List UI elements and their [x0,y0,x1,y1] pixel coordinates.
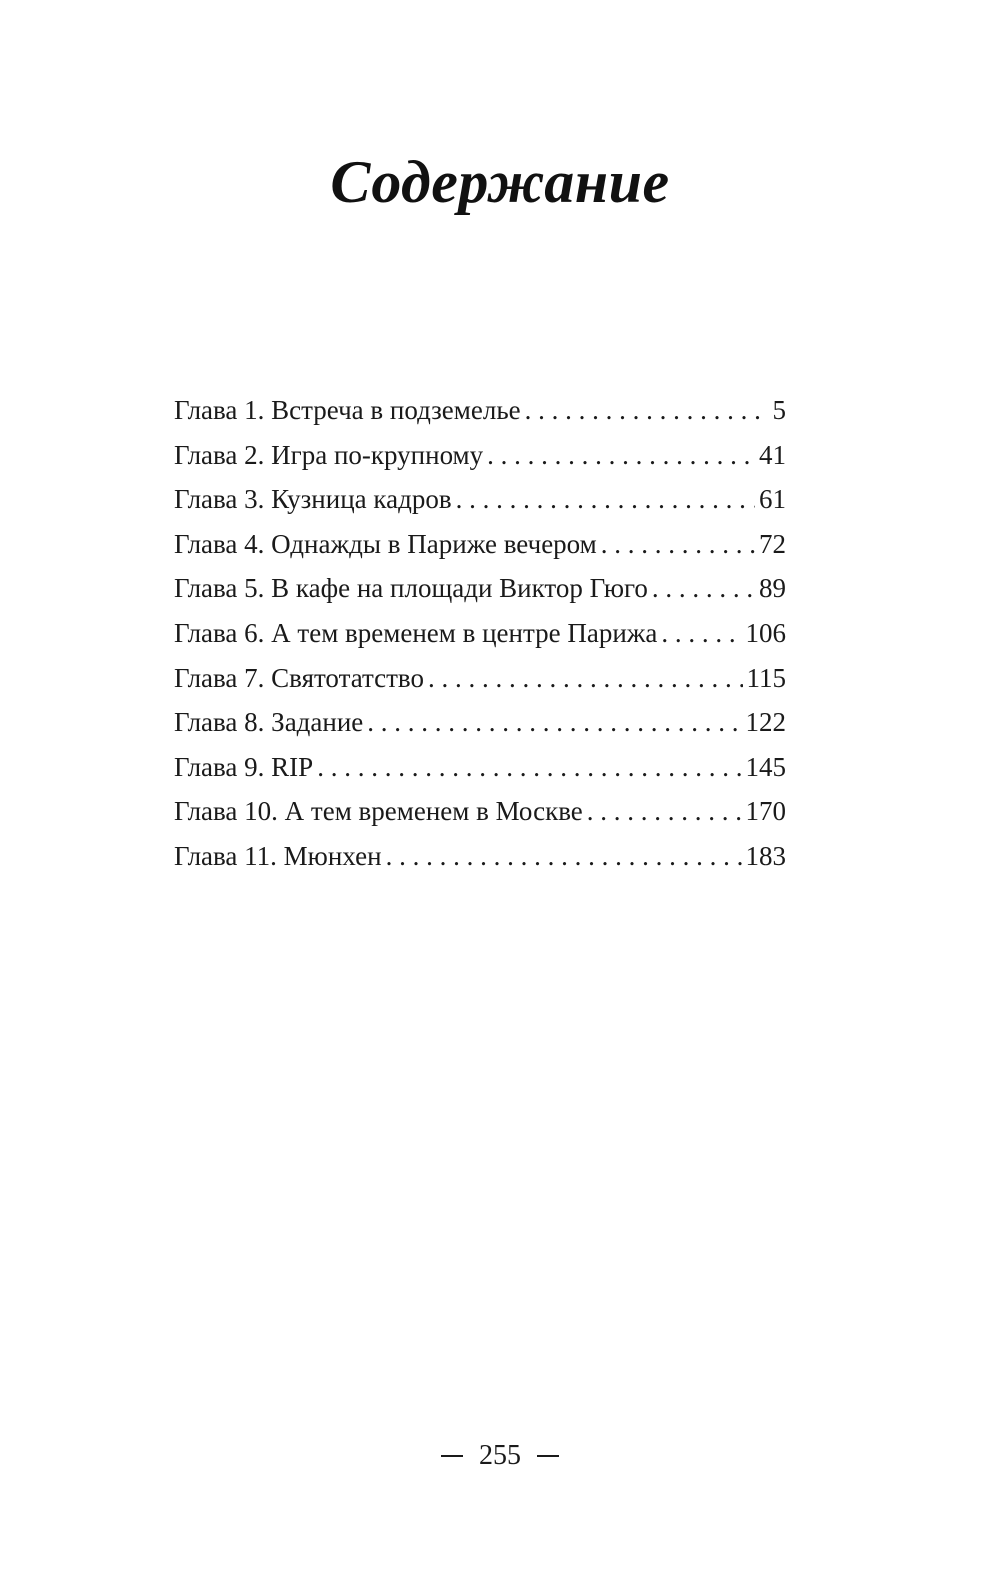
toc-entry [174,745,786,790]
toc-entry-page: 183 [745,840,786,871]
toc-dot-leader [317,745,741,790]
toc-entry [174,611,786,656]
toc-entry-page: 72 [759,528,786,559]
toc-entry [174,789,786,834]
toc-entry-page: 145 [745,751,786,782]
toc-entry-title: Глава 5. В кафе на площади Виктор Гюго [174,573,648,604]
toc-entry [174,566,786,611]
toc-entry [174,700,786,745]
toc-entry [174,522,786,567]
toc-entry-title: Глава 11. Мюнхен [174,840,382,871]
toc-entry [174,388,786,433]
toc-entry-title: Глава 4. Однажды в Париже вечером [174,528,597,559]
toc-entry-title: Глава 8. Задание [174,707,364,738]
toc-dot-leader [487,433,755,478]
left-dash [441,1455,463,1457]
toc-entry-title: Глава 1. Встреча в подземелье [174,395,521,425]
toc-dot-leader [661,611,741,656]
toc-entry-title: Глава 10. А тем временем в Москве [174,796,583,827]
toc-dot-leader [386,834,742,879]
toc-entry-page: 41 [759,439,786,470]
toc-dot-leader [525,388,769,433]
right-dash [537,1455,559,1457]
toc-dot-leader [587,789,742,834]
toc-entry [174,656,786,701]
toc-entry-title: Глава 2. Игра по-крупному [174,439,484,470]
toc-entry-page: 61 [759,484,786,515]
toc-entry-title: Глава 9. RIP [174,751,314,782]
page-footer [0,1436,1000,1476]
toc-entry-page: 106 [745,617,786,648]
toc-entry-page: 122 [745,707,786,738]
toc-dot-leader [367,700,741,745]
page-number: 255 [479,1440,521,1471]
toc-entry-title: Глава 7. Святотатство [174,662,424,693]
toc-dot-leader [652,566,755,611]
toc-dot-leader [456,477,755,522]
table-of-contents [174,388,786,879]
toc-entry [174,477,786,522]
toc-entry-title: Глава 3. Кузница кадров [174,484,452,515]
toc-entry-title: Глава 6. А тем временем в центре Парижа [174,617,658,648]
page-title: Содержание [330,149,670,215]
toc-entry-page: 170 [745,796,786,827]
toc-entry-page: 5 [772,395,786,425]
toc-entry-page: 115 [746,662,786,693]
toc-dot-leader [428,656,743,701]
toc-entry-page: 89 [759,573,786,604]
toc-dot-leader [601,522,755,567]
toc-entry [174,433,786,478]
toc-entry [174,834,786,879]
